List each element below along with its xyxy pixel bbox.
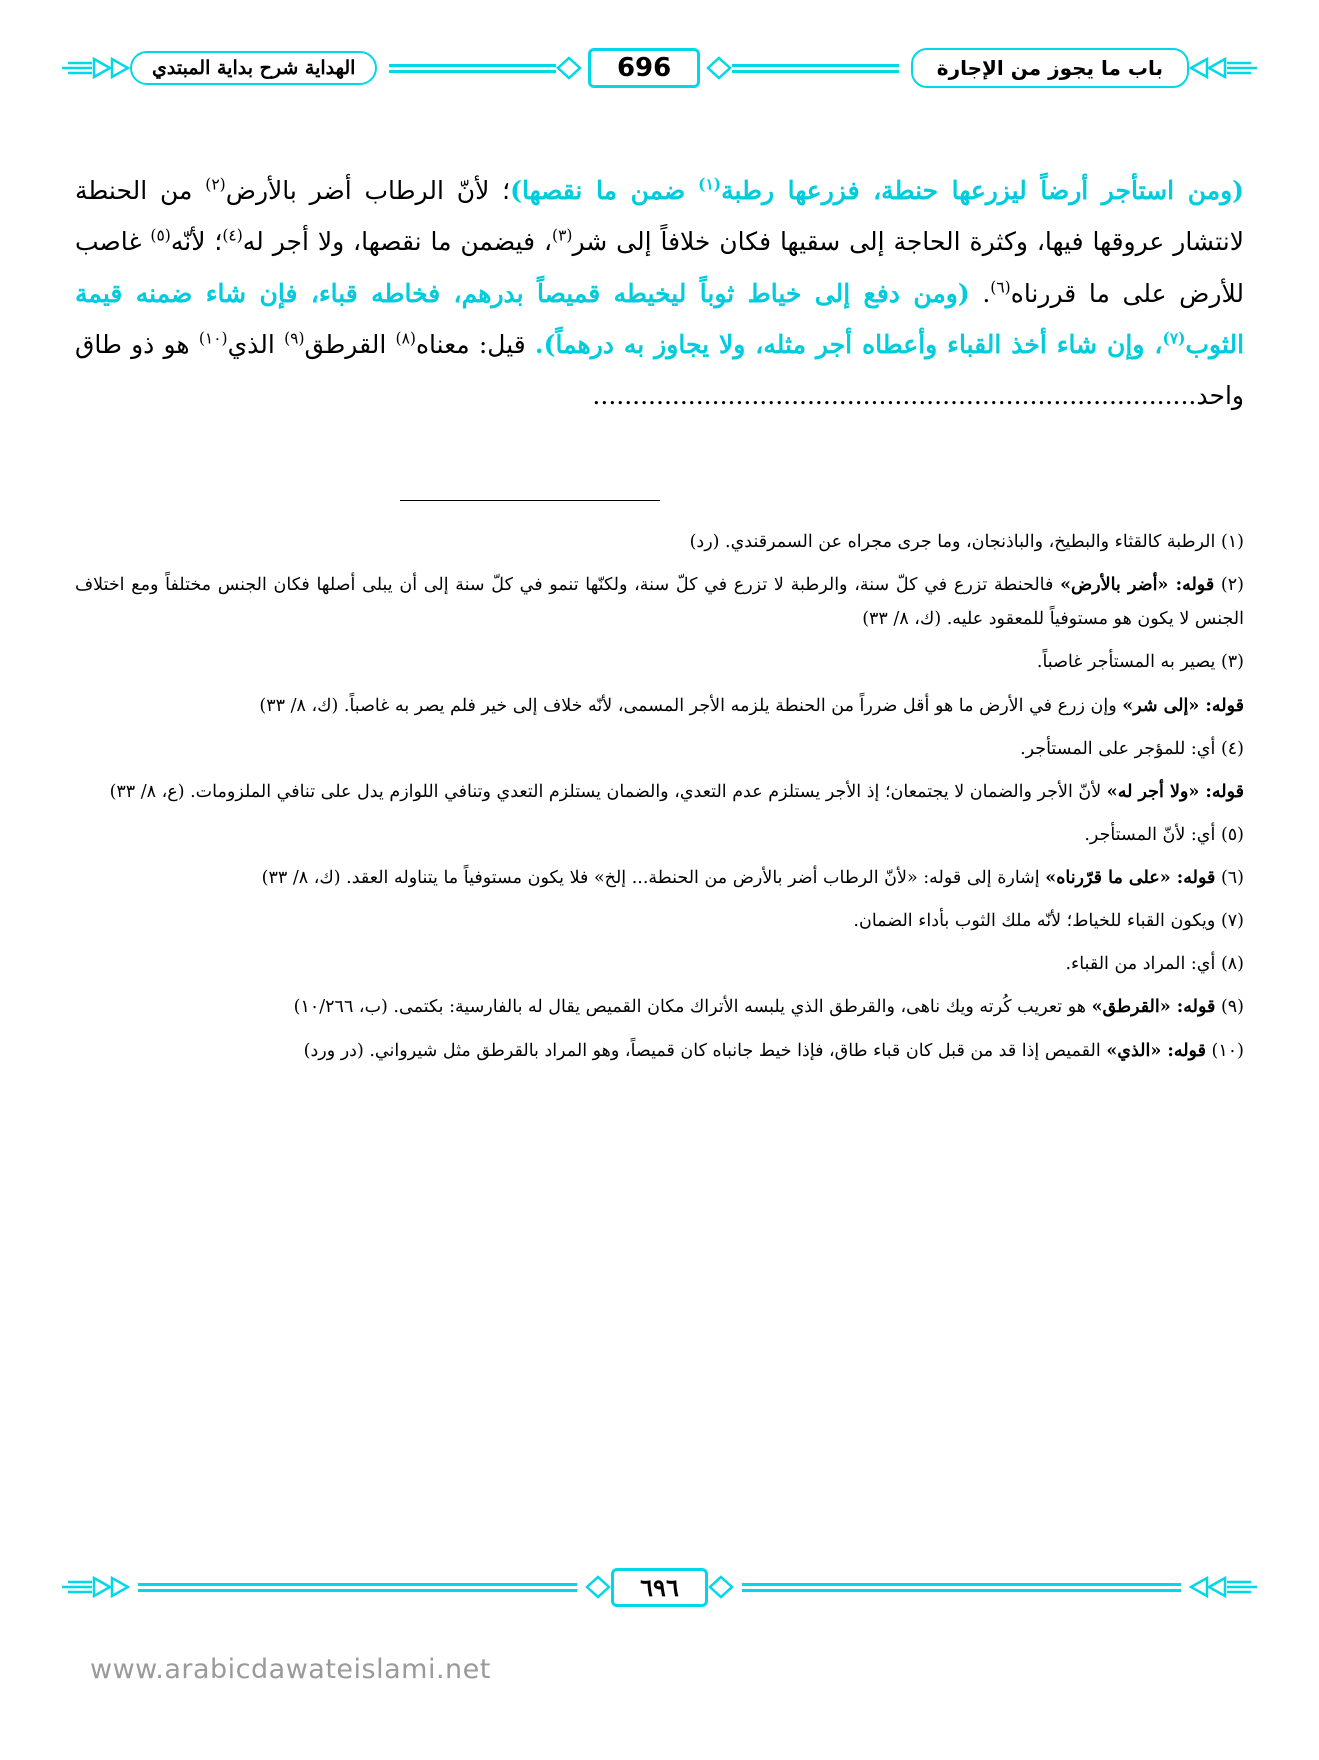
footnote-lemma: قوله: «أضر بالأرض»: [1060, 575, 1215, 596]
matn-footref-1[interactable]: (١): [698, 174, 722, 194]
header-ornament-left: [60, 55, 130, 81]
footer-diamond-left-icon: [585, 1575, 611, 1599]
footnote-text: القميص إذا قد من قبل كان قباء طاق، فإذا خيط جانباه كان قميصاً، وهو المراد بالقرطق مثل شيرواني. (در ورد): [303, 1040, 1101, 1061]
matn-plain-2c: الذي: [227, 329, 275, 359]
header-rule-left: [389, 64, 556, 73]
matn-plain-2b: القرطق: [304, 329, 387, 359]
footnote-item: [75, 818, 1244, 852]
matn-plain-1b: من الحنطة لانتشار عروقها فيها، وكثرة الحاجة إلى سقيها فكان خلافاً إلى شر: [75, 176, 1244, 257]
header-center-rule: [389, 48, 898, 88]
matn-quote-1b: ضمن ما نقصها): [510, 176, 686, 205]
footnote-item: [75, 990, 1244, 1024]
page-footer: [60, 1564, 1259, 1610]
footnote-item: [75, 775, 1244, 809]
footnote-item: [75, 1034, 1244, 1068]
footnote-number: (٢): [1220, 575, 1244, 596]
footnote-lemma: قوله: «القرطق»: [1091, 997, 1216, 1018]
footnote-number: (١٠): [1211, 1040, 1244, 1061]
matn-footref-3[interactable]: (٣): [552, 226, 573, 245]
matn-footref-6[interactable]: (٦): [990, 278, 1011, 297]
footnote-item: [75, 904, 1244, 938]
footnote-text: إشارة إلى قوله: «لأنّ الرطاب أضر بالأرض من الحنطة... إلخ» فلا يكون مستوفياً ما يتناوله العقد. (ك، ٨/ ٣٣): [261, 868, 1040, 888]
header-page-number: 696: [588, 48, 700, 88]
footnote-item: [75, 568, 1244, 636]
footer-ornament-right: [1189, 1574, 1259, 1600]
header-diamond-left-icon: [556, 56, 582, 80]
book-title: الهداية شرح بداية المبتدي: [130, 51, 377, 85]
footnote-text: يصير به المستأجر غاصباً.: [1036, 652, 1216, 673]
matn-paragraph-1: [75, 165, 1244, 421]
footnote-text: لأنّ الأجر والضمان لا يجتمعان؛ إذ الأجر يستلزم عدم التعدي، والضمان يستلزم التعدي وتنافي اللوازم يدل على تنافي الملزومات. (ع، ٨/ ٣٣): [109, 781, 1102, 802]
footnote-lemma: قوله: «إلى شر»: [1122, 695, 1244, 716]
footnote-text: أي: للمؤجر على المستأجر.: [1020, 738, 1216, 759]
footnote-lemma: قوله: «ولا أجر له»: [1106, 781, 1244, 802]
footnote-item: [75, 947, 1244, 981]
footnote-number: (٣): [1220, 652, 1244, 673]
footnote-text: الرطبة كالقثاء والبطيخ، والباذنجان، وما جرى مجراه عن السمرقندي. (رد): [689, 532, 1216, 552]
footnote-text: هو تعريب كُرته ويك ناهى، والقرطق الذي يلبسه الأتراك مكان القميص يقال له بالفارسية: بكتمى. (ب، ١٠/٢٦٦): [293, 997, 1086, 1018]
matn-plain-1c: ، فيضمن ما نقصها، ولا أجر له: [242, 227, 553, 257]
footnote-number: (٥): [1220, 824, 1244, 845]
matn-plain-1a: ؛ لأنّ الرطاب أضر بالأرض: [225, 176, 511, 205]
matn-plain-1f: .: [982, 278, 991, 308]
header-rule-right: [732, 64, 899, 73]
footnote-item: [75, 861, 1244, 895]
header-ornament-right: [1189, 55, 1259, 81]
footnote-number: (٧): [1220, 911, 1244, 932]
footnote-number: (١): [1220, 532, 1244, 552]
footnote-text: أي: المراد من القباء.: [1065, 954, 1216, 975]
footnotes-section: [75, 525, 1244, 1077]
footnote-number: (٤): [1220, 738, 1244, 759]
matn-footref-2[interactable]: (٢): [205, 175, 226, 194]
matn-footref-4[interactable]: (٤): [222, 226, 243, 245]
footer-rule-right: [742, 1583, 1181, 1592]
footnote-number: (٦): [1220, 868, 1244, 888]
footnote-number: (٨): [1220, 954, 1244, 975]
matn-footref-9[interactable]: (٩): [284, 329, 305, 348]
footnote-lemma: قوله: «الذي»: [1106, 1040, 1206, 1061]
matn-quote-1a: (ومن استأجر أرضاً ليزرعها حنطة، فزرعها رطبة: [721, 176, 1245, 205]
chapter-title: باب ما يجوز من الإجارة: [911, 48, 1189, 88]
header-diamond-right-icon: [706, 56, 732, 80]
matn-quote-2a: (ومن دفع إلى خياط ثوباً ليخيطه قميصاً بدرهم، فخاطه قباء، فإن شاء ضمنه قيمة الثوب: [75, 278, 1245, 359]
footnote-text: أي: لأنّ المستأجر.: [1084, 824, 1216, 845]
footnote-text: وإن زرع في الأرض ما هو أقل ضرراً من الحنطة يلزمه الأجر المسمى، لأنّه خلاف إلى خير فلم يصر به غاصباً. (ك، ٨/ ٣٣): [259, 695, 1117, 716]
main-text: [75, 140, 1244, 446]
footer-rule-left: [138, 1583, 577, 1592]
matn-filler-dots: ............................................................................: [592, 381, 1197, 410]
footnote-item: [75, 732, 1244, 766]
footer-page-number: ٦٩٦: [611, 1568, 708, 1607]
footnote-item: [75, 689, 1244, 723]
matn-plain-2d: هو ذو طاق واحد: [75, 329, 1244, 410]
page-header: [60, 40, 1259, 96]
matn-quote-2b: ، وإن شاء أخذ القباء وأعطاه أجر مثله، ولا يجاوز به درهماً).: [534, 329, 1163, 359]
matn-footref-7[interactable]: (٧): [1162, 328, 1186, 348]
matn-plain-2a: قيل: معناه: [415, 329, 526, 359]
footnote-text: فالحنطة تزرع في كلّ سنة، والرطبة لا تزرع في كلّ سنة، ولكنّها تنمو في كلّ سنة إلى أن يبلى أصلها فكان الجنس مختلفاً ومع اختلاف الجنس لا يكون هو مستوفياً للمعقود عليه. (ك، ٨/ ٣٣): [75, 575, 1244, 630]
footnote-item: [75, 525, 1244, 559]
footer-ornament-left: [60, 1574, 130, 1600]
matn-plain-1d: ؛ لأنّه: [170, 227, 223, 257]
matn-footref-5[interactable]: (٥): [150, 226, 171, 245]
footnote-lemma: قوله: «على ما قرّرناه»: [1045, 868, 1216, 888]
matn-footref-10[interactable]: (١٠): [198, 329, 228, 348]
footer-diamond-right-icon: [708, 1575, 734, 1599]
footnote-number: (٩): [1220, 997, 1244, 1018]
footnote-text: ويكون القباء للخياط؛ لأنّه ملك الثوب بأداء الضمان.: [853, 911, 1216, 932]
footnote-item: [75, 645, 1244, 679]
matn-plain-1e: غاصب للأرض على ما قررناه: [75, 227, 1244, 308]
footnote-separator: [400, 500, 660, 501]
matn-footref-8[interactable]: (٨): [395, 329, 416, 348]
site-watermark: www.arabicdawateislami.net: [90, 1654, 491, 1685]
